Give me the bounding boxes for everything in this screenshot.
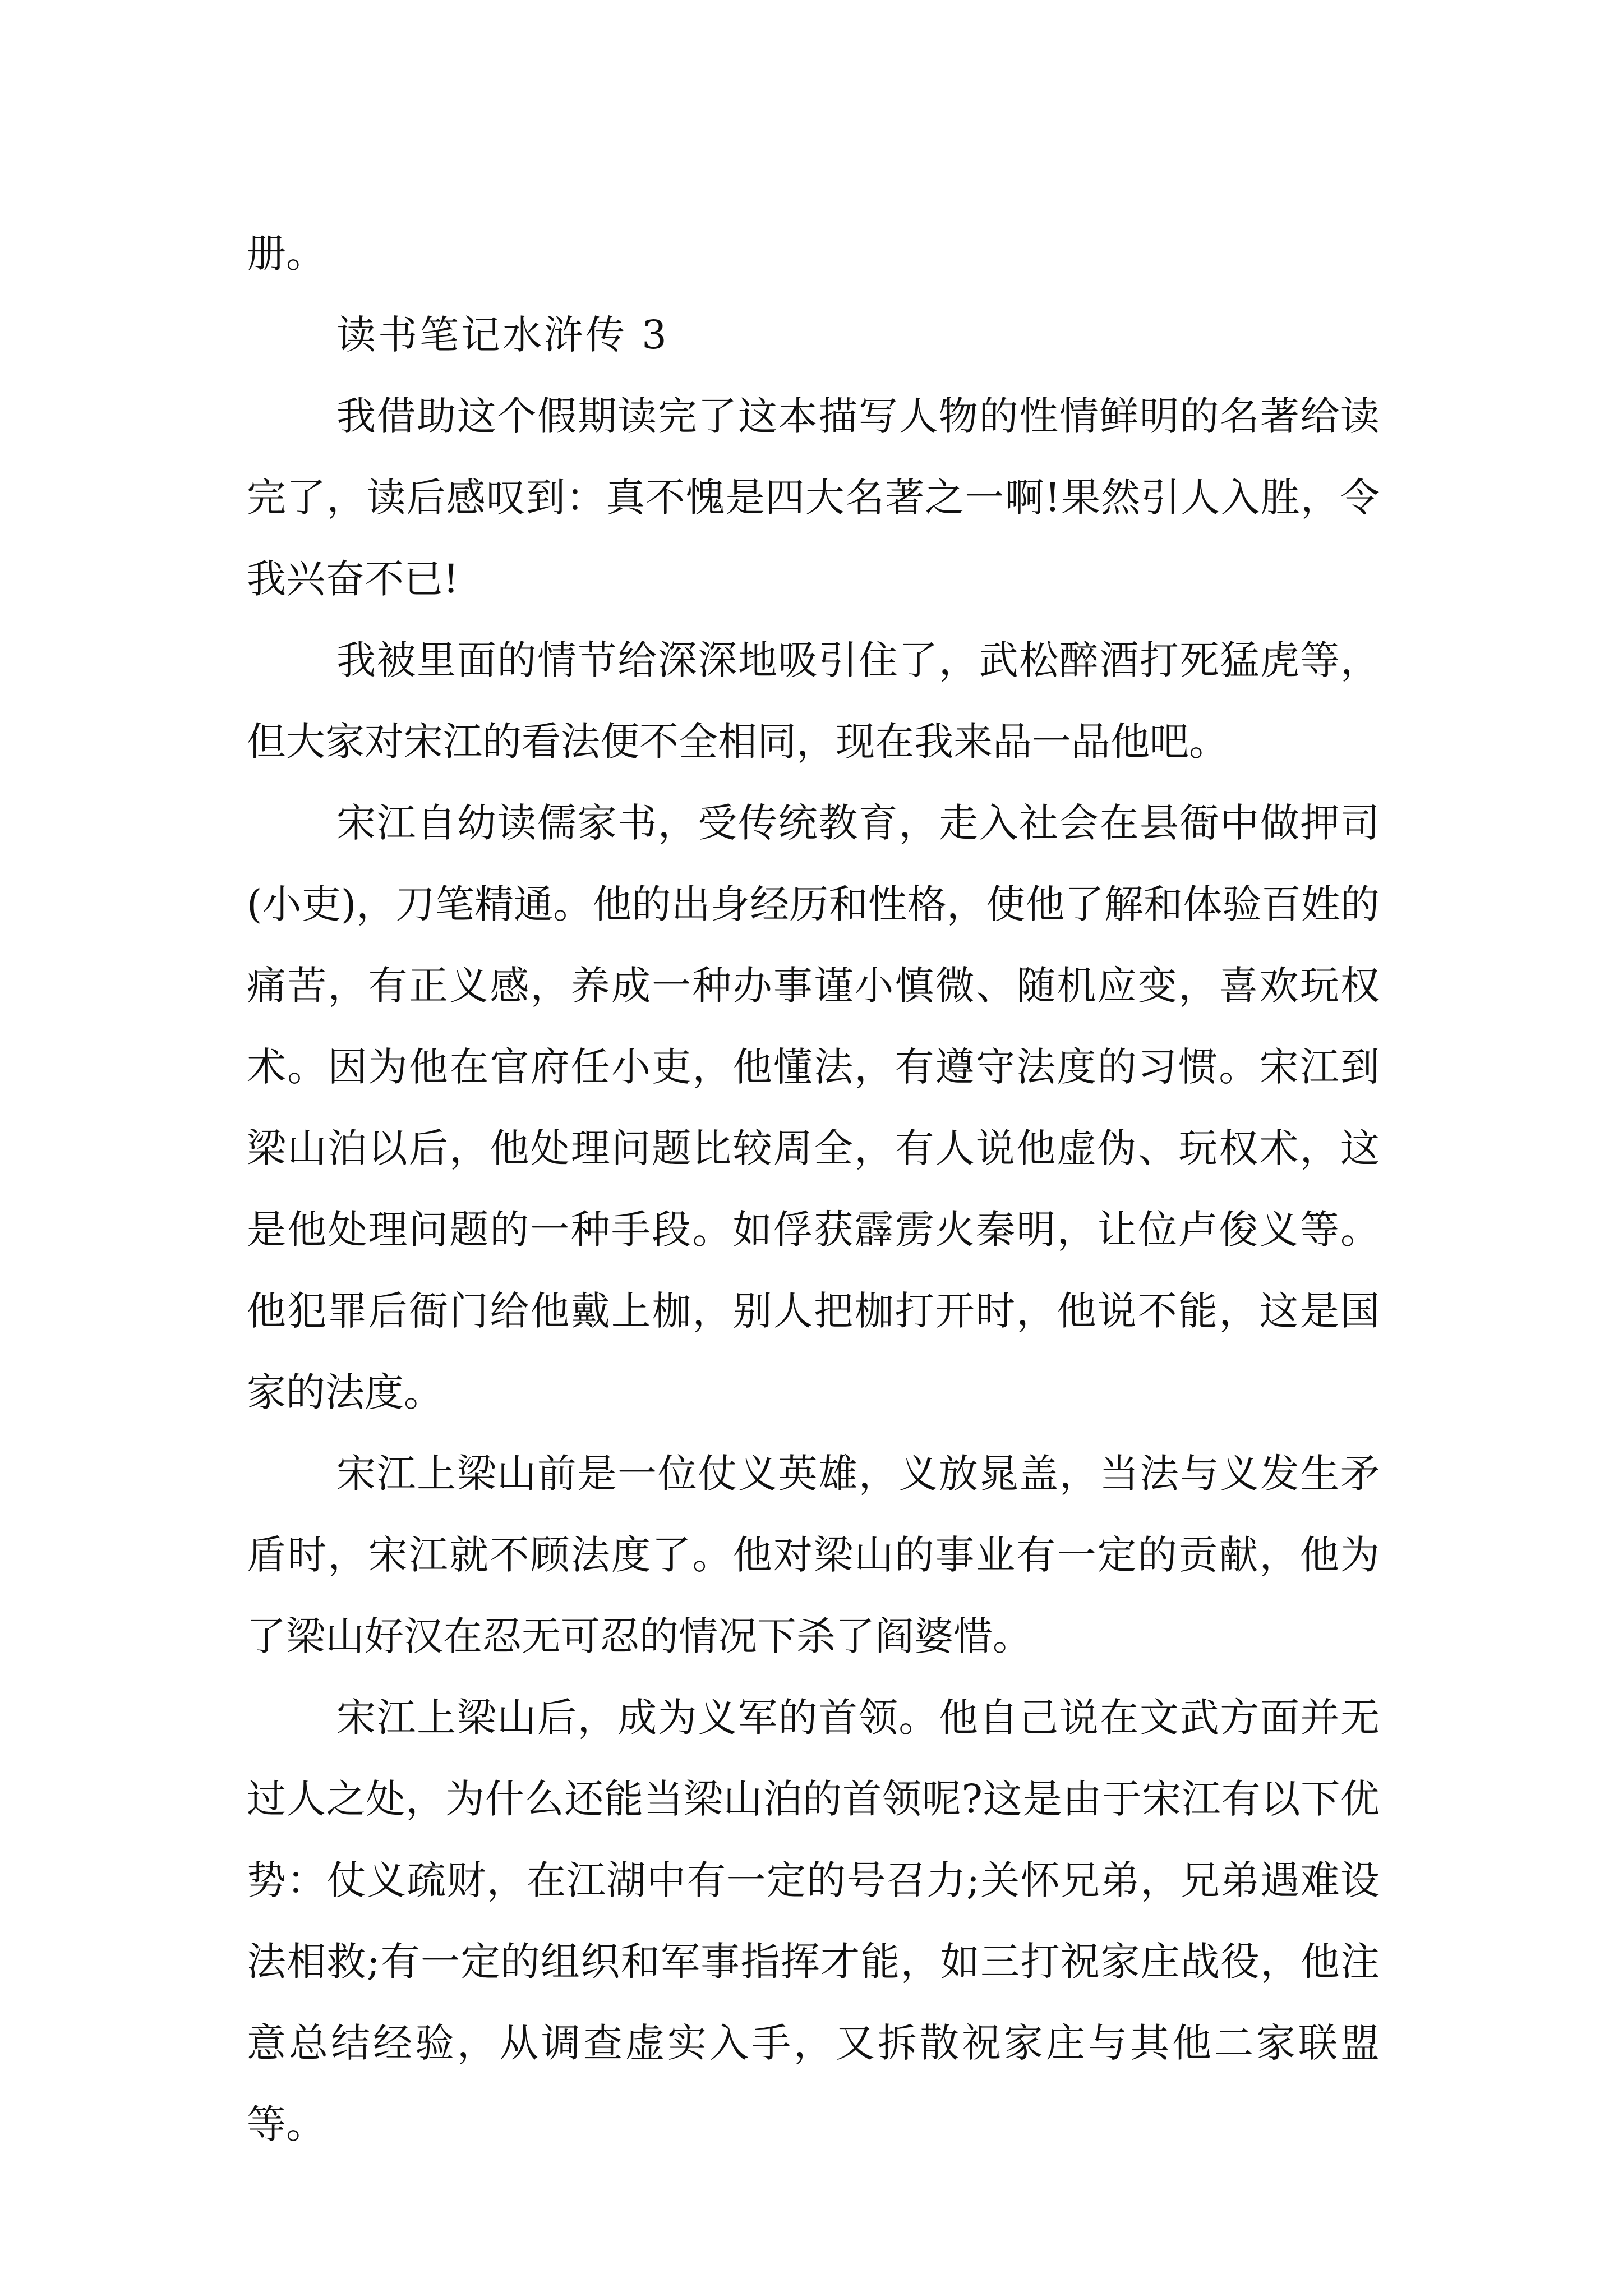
paragraph: 我借助这个假期读完了这本描写人物的性情鲜明的名著给读完了，读后感叹到：真不愧是四大名著之一啊!果然引人入胜，令我兴奋不已! [247,393,1380,602]
paragraph: 我被里面的情节给深深地吸引住了，武松醉酒打死猛虎等，但大家对宋江的看法便不全相同，现在我来品一品他吧。 [247,637,1380,765]
document-page [247,213,1380,2165]
paragraph: 宋江上梁山前是一位仗义英雄，义放晁盖，当法与义发生矛盾时，宋江就不顾法度了。他对梁山的事业有一定的贡献，他为了梁山好汉在忍无可忍的情况下杀了阎婆惜。 [247,1451,1380,1659]
paragraph-continuation: 册。 [247,231,325,277]
section-heading: 读书笔记水浒传 3 [336,312,669,358]
paragraph: 宋江上梁山后，成为义军的首领。他自己说在文武方面并无过人之处，为什么还能当梁山泊的首领呢?这是由于宋江有以下优势：仗义疏财，在江湖中有一定的号召力;关怀兄弟，兄弟遇难设法相救;有一定的组织和军事指挥才能，如三打祝家庄战役，他注意总结经验，从调查虚实入手，又拆散祝家庄与其他二家联盟等。 [247,1695,1380,2147]
paragraph: 宋江自幼读儒家书，受传统教育，走入社会在县衙中做押司(小吏)，刀笔精通。他的出身经历和性格，使他了解和体验百姓的痛苦，有正义感，养成一种办事谨小慎微、随机应变，喜欢玩权术。因为他在官府任小吏，他懂法，有遵守法度的习惯。宋江到梁山泊以后，他处理问题比较周全，有人说他虚伪、玩权术，这是他处理问题的一种手段。如俘获霹雳火秦明，让位卢俊义等。他犯罪后衙门给他戴上枷，别人把枷打开时，他说不能，这是国家的法度。 [247,800,1380,1415]
